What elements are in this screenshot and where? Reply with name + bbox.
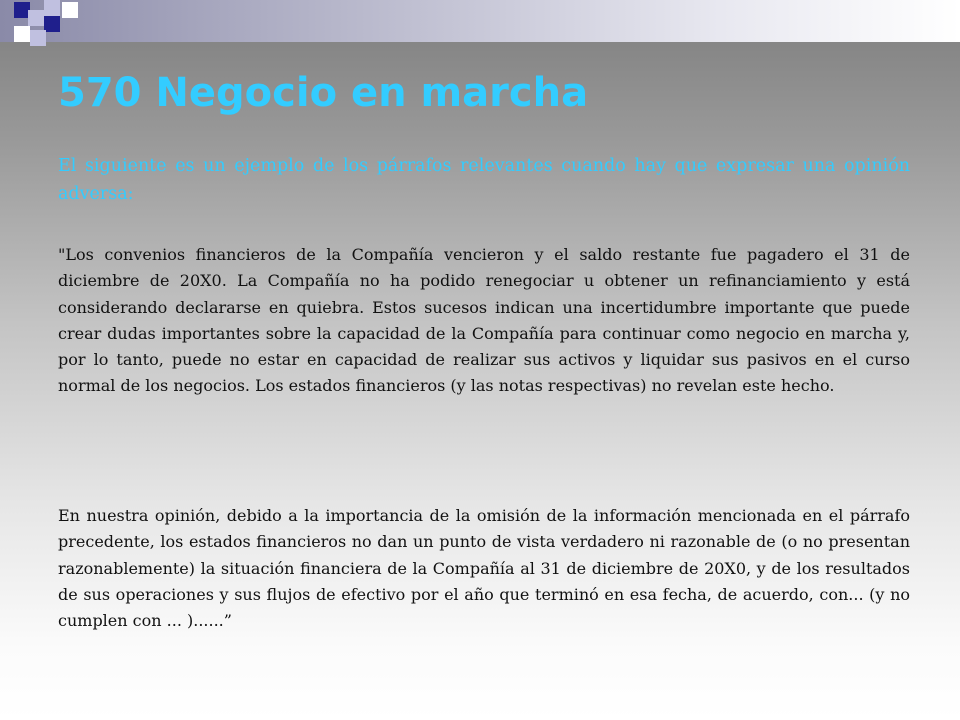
decorative-square	[28, 10, 44, 26]
intro-text: El siguiente es un ejemplo de los párrafos relevantes cuando hay que expresar una opinión adversa:	[58, 156, 910, 204]
decorative-square	[14, 26, 30, 42]
decorative-square	[30, 30, 46, 46]
decorative-square	[44, 0, 60, 16]
top-decoration-bar	[0, 0, 960, 42]
quoted-paragraph-1: "Los convenios financieros de la Compañía vencieron y el saldo restante fue pagadero el 31 de diciembre de 20X0. La Compañía no ha podido renegociar u obtener un refinanciamiento y está considerando declararse en quiebra. Estos sucesos indican una incertidumbre importante que puede crear dudas importantes sobre la capacidad de la Compañía para continuar como negocio en marcha y, por lo tanto, puede no estar en capacidad de realizar sus activos y liquidar sus pasivos en el curso normal de los negocios. Los estados financieros (y las notas respectivas) no revelan este hecho.	[58, 245, 910, 396]
decorative-square	[62, 2, 78, 18]
decorative-square	[44, 16, 60, 32]
quoted-paragraph-2: En nuestra opinión, debido a la importancia de la omisión de la información mencionada en el párrafo precedente, los estados financieros no dan un punto de vista verdadero ni razonable de (o no presentan razonablemente) la situación financiera de la Compañía al 31 de diciembre de 20X0, y de los resultados de sus operaciones y sus flujos de efectivo por el año que terminó en esa fecha, de acuerdo, con... (y no cumplen con ... )......”	[58, 506, 910, 631]
slide-title: 570 Negocio en marcha	[58, 70, 589, 116]
